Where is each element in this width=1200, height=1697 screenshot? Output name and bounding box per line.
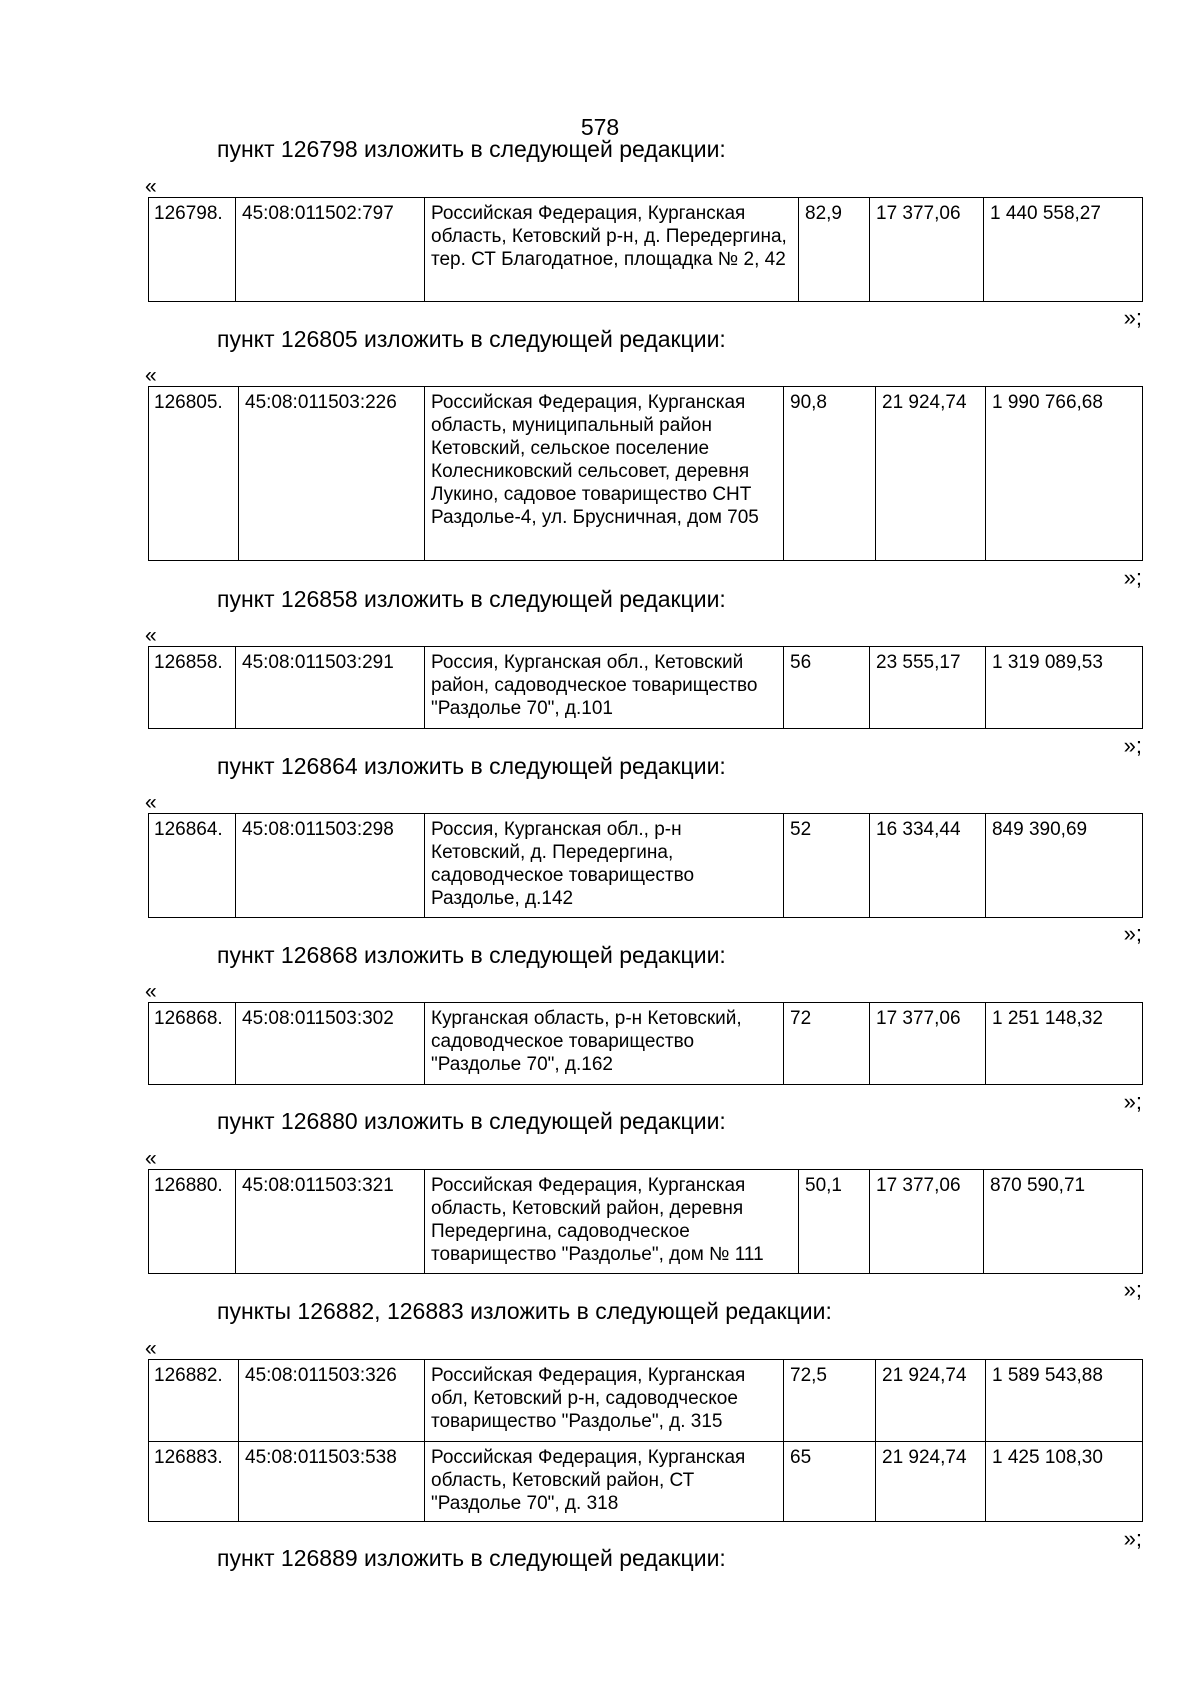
table-row bbox=[149, 1003, 1143, 1085]
cadastral-rate-cell: 17 377,06 bbox=[870, 1170, 984, 1274]
open-quote: « bbox=[145, 791, 157, 814]
amendment-intro: пункт 126889 изложить в следующей редакции: bbox=[217, 1545, 726, 1571]
cadastral-rate-cell: 21 924,74 bbox=[876, 387, 986, 561]
amendment-table bbox=[148, 1002, 1143, 1085]
area-cell: 50,1 bbox=[799, 1170, 870, 1274]
area-cell: 82,9 bbox=[799, 198, 870, 302]
area-cell: 72,5 bbox=[784, 1360, 876, 1442]
cadastral-value-cell: 1 425 108,30 bbox=[986, 1442, 1143, 1522]
amendment-intro: пункт 126805 изложить в следующей редакции: bbox=[217, 326, 726, 352]
cadastral-value-cell: 1 589 543,88 bbox=[986, 1360, 1143, 1442]
cadastral-number-cell: 45:08:011503:321 bbox=[236, 1170, 425, 1274]
cadastral-rate-cell: 21 924,74 bbox=[876, 1442, 986, 1522]
address-cell: Российская Федерация, Курганская область, Кетовский район, деревня Передергина, садоводческое товарищество "Раздолье", дом № 111 bbox=[425, 1170, 799, 1274]
amendment-table bbox=[148, 646, 1143, 729]
area-cell: 65 bbox=[784, 1442, 876, 1522]
address-cell: Российская Федерация, Курганская обл, Кетовский р-н, садоводческое товарищество "Раздолье", д. 315 bbox=[425, 1360, 784, 1442]
item-number-cell: 126805. bbox=[149, 387, 239, 561]
item-number-cell: 126798. bbox=[149, 198, 236, 302]
cadastral-value-cell: 1 319 089,53 bbox=[986, 647, 1143, 729]
item-number-cell: 126868. bbox=[149, 1003, 236, 1085]
item-number-cell: 126858. bbox=[149, 647, 236, 729]
cadastral-rate-cell: 16 334,44 bbox=[870, 814, 986, 918]
item-number-cell: 126883. bbox=[149, 1442, 239, 1522]
area-cell: 90,8 bbox=[784, 387, 876, 561]
cadastral-number-cell: 45:08:011503:538 bbox=[239, 1442, 425, 1522]
close-quote: »; bbox=[1123, 1526, 1142, 1551]
cadastral-value-cell: 1 440 558,27 bbox=[984, 198, 1143, 302]
open-quote: « bbox=[145, 980, 157, 1003]
cadastral-value-cell: 1 990 766,68 bbox=[986, 387, 1143, 561]
amendment-intro: пункт 126864 изложить в следующей редакции: bbox=[217, 753, 726, 779]
cadastral-number-cell: 45:08:011503:291 bbox=[236, 647, 425, 729]
area-cell: 72 bbox=[784, 1003, 870, 1085]
item-number-cell: 126882. bbox=[149, 1360, 239, 1442]
area-cell: 56 bbox=[784, 647, 870, 729]
amendment-table bbox=[148, 1169, 1143, 1274]
item-number-cell: 126864. bbox=[149, 814, 236, 918]
address-cell: Российская Федерация, Курганская область, Кетовский р-н, д. Передергина, тер. СТ Благодатное, площадка № 2, 42 bbox=[425, 198, 799, 302]
cadastral-rate-cell: 17 377,06 bbox=[870, 1003, 986, 1085]
amendment-table bbox=[148, 386, 1143, 561]
table-row bbox=[149, 814, 1143, 918]
open-quote: « bbox=[145, 1337, 157, 1360]
open-quote: « bbox=[145, 364, 157, 387]
address-cell: Россия, Курганская обл., Кетовский район, садоводческое товарищество "Раздолье 70", д.101 bbox=[425, 647, 784, 729]
cadastral-rate-cell: 21 924,74 bbox=[876, 1360, 986, 1442]
table-row bbox=[149, 198, 1143, 302]
close-quote: »; bbox=[1123, 305, 1142, 330]
close-quote: »; bbox=[1123, 921, 1142, 946]
address-cell: Российская Федерация, Курганская область, муниципальный район Кетовский, сельское поселение Колесниковский сельсовет, деревня Лукино, садовое товарищество СНТ Раздолье-4, ул. Брусничная, дом 705 bbox=[425, 387, 784, 561]
cadastral-value-cell: 870 590,71 bbox=[984, 1170, 1143, 1274]
page-number: 578 bbox=[580, 114, 620, 140]
item-number-cell: 126880. bbox=[149, 1170, 236, 1274]
cadastral-number-cell: 45:08:011503:326 bbox=[239, 1360, 425, 1442]
cadastral-number-cell: 45:08:011503:298 bbox=[236, 814, 425, 918]
cadastral-number-cell: 45:08:011502:797 bbox=[236, 198, 425, 302]
cadastral-number-cell: 45:08:011503:226 bbox=[239, 387, 425, 561]
table-row bbox=[149, 1170, 1143, 1274]
cadastral-rate-cell: 23 555,17 bbox=[870, 647, 986, 729]
amendment-intro: пункты 126882, 126883 изложить в следующей редакции: bbox=[217, 1298, 832, 1324]
amendment-intro: пункт 126868 изложить в следующей редакции: bbox=[217, 942, 726, 968]
amendment-intro: пункт 126858 изложить в следующей редакции: bbox=[217, 586, 726, 612]
close-quote: »; bbox=[1123, 565, 1142, 590]
close-quote: »; bbox=[1123, 1277, 1142, 1302]
amendment-table bbox=[148, 197, 1143, 302]
table-row bbox=[149, 647, 1143, 729]
open-quote: « bbox=[145, 1147, 157, 1170]
amendment-table bbox=[148, 813, 1143, 918]
cadastral-value-cell: 1 251 148,32 bbox=[986, 1003, 1143, 1085]
table-row bbox=[149, 1360, 1143, 1442]
open-quote: « bbox=[145, 175, 157, 198]
address-cell: Россия, Курганская обл., р-н Кетовский, д. Передергина, садоводческое товарищество Раздолье, д.142 bbox=[425, 814, 784, 918]
address-cell: Российская Федерация, Курганская область, Кетовский район, СТ "Раздолье 70", д. 318 bbox=[425, 1442, 784, 1522]
amendment-intro: пункт 126798 изложить в следующей редакции: bbox=[217, 136, 726, 162]
table-row bbox=[149, 1442, 1143, 1522]
close-quote: »; bbox=[1123, 1089, 1142, 1114]
address-cell: Курганская область, р-н Кетовский, садоводческое товарищество "Раздолье 70", д.162 bbox=[425, 1003, 784, 1085]
cadastral-value-cell: 849 390,69 bbox=[986, 814, 1143, 918]
open-quote: « bbox=[145, 624, 157, 647]
cadastral-number-cell: 45:08:011503:302 bbox=[236, 1003, 425, 1085]
amendment-table bbox=[148, 1359, 1143, 1522]
amendment-intro: пункт 126880 изложить в следующей редакции: bbox=[217, 1108, 726, 1134]
table-row bbox=[149, 387, 1143, 561]
area-cell: 52 bbox=[784, 814, 870, 918]
cadastral-rate-cell: 17 377,06 bbox=[870, 198, 984, 302]
close-quote: »; bbox=[1123, 733, 1142, 758]
